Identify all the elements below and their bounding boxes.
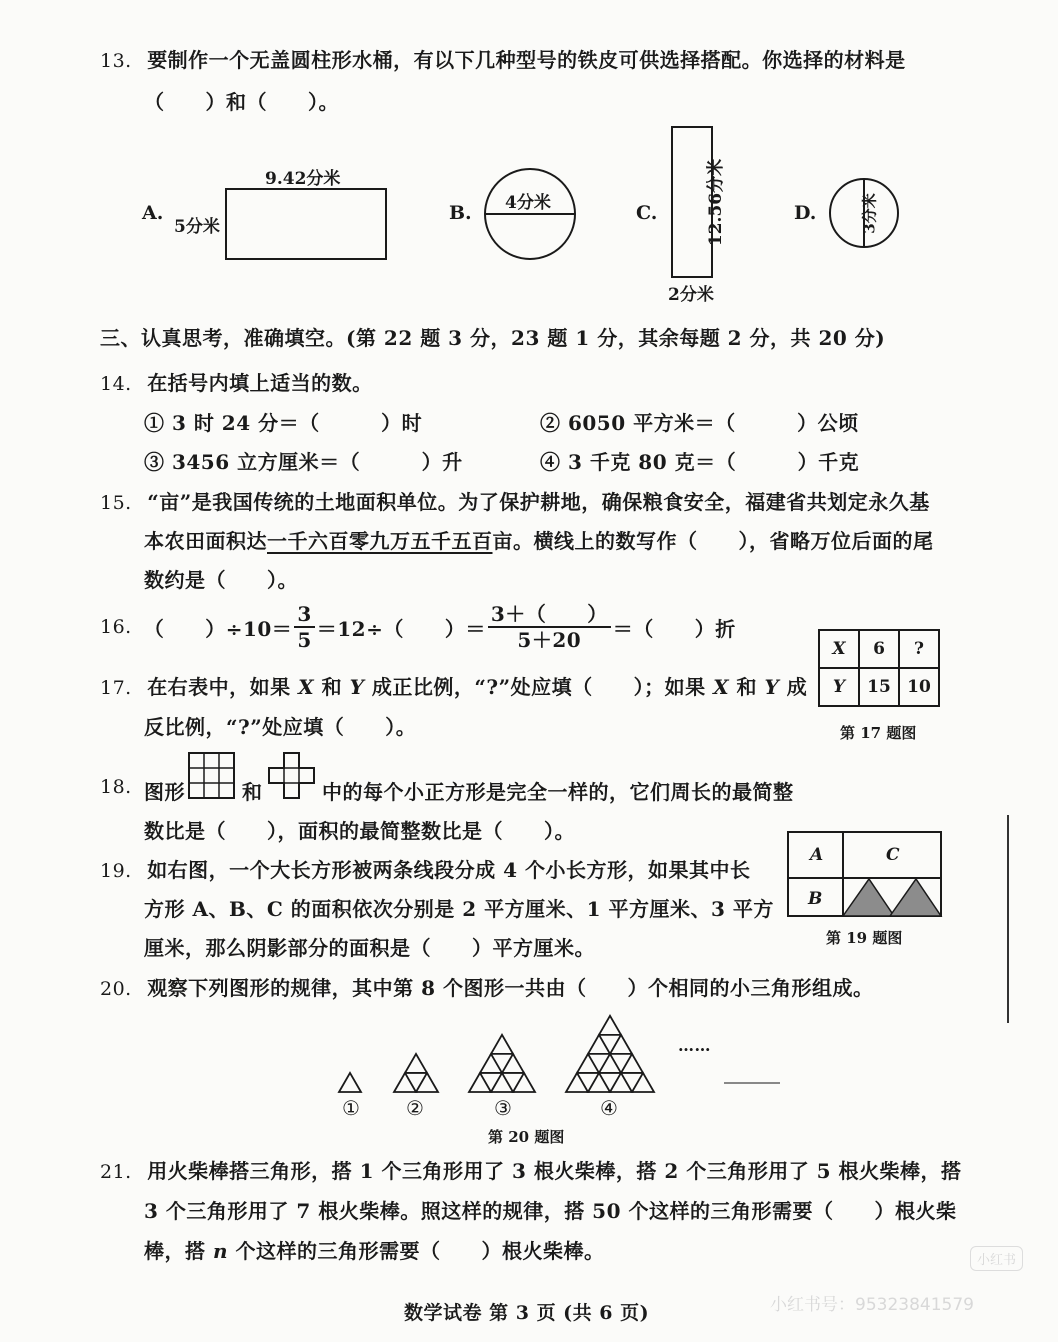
q16-part3: ＝（ ）折: [612, 616, 736, 641]
small-triangle: [599, 1054, 621, 1073]
q20-figure-4: [566, 1016, 654, 1092]
q17-caption: 第 17 题图: [840, 724, 917, 742]
watermark-brand: 小红书: [970, 1246, 1023, 1271]
q13-option-a-rectangle: [225, 188, 387, 260]
q20-caption: 第 20 题图: [488, 1128, 565, 1146]
page-footer: 数学试卷 第 3 页 (共 6 页): [404, 1302, 650, 1324]
small-triangle: [502, 1054, 524, 1073]
q13-line1: 要制作一个无盖圆柱形水桶，有以下几种型号的铁皮可供选择搭配。你选择的材料是: [147, 48, 906, 72]
q19-number: 19.: [100, 860, 132, 882]
q15-line1: “亩”是我国传统的土地面积单位。为了保护耕地，确保粮食安全，福建省共划定永久基: [147, 490, 930, 514]
q16-part2: ＝12÷（ ）＝: [316, 616, 486, 641]
q21-line2: 3 个三角形用了 7 根火柴棒。照这样的规律，搭 50 个这样的三角形需要（ ）根火柴: [144, 1199, 957, 1223]
q19-label-a: A: [810, 845, 824, 865]
q17-table: [818, 629, 940, 707]
q20-label-1: ①: [342, 1096, 361, 1120]
q15-line2-post: 亩。横线上的数写作（ ），省略万位后面的尾: [492, 529, 934, 553]
q16-frac1-numerator: 3: [294, 604, 314, 628]
small-triangle: [566, 1073, 588, 1092]
q13-option-c-height: 12.56分米: [706, 158, 727, 247]
q20-triangles: [330, 1008, 670, 1098]
q16-fraction-1: [294, 604, 314, 650]
small-triangle: [588, 1035, 610, 1054]
q13-option-c-width: 2分米: [668, 285, 714, 305]
q18-post: 中的每个小正方形是完全一样的，它们周长的最简整: [322, 780, 794, 804]
small-triangle: [577, 1054, 599, 1073]
scan-edge-line: [1007, 815, 1009, 1023]
q13-option-a-width: 9.42分米: [265, 169, 341, 189]
small-triangle: [610, 1073, 632, 1092]
section-3-title: 三、认真思考，准确填空。(第 22 题 3 分，23 题 1 分，其余每题 2 分，共 20 分): [100, 326, 886, 350]
q17-number: 17.: [100, 677, 132, 699]
q17-line2: 反比例，“?”处应填（ ）。: [144, 715, 417, 739]
q18-shape-grid: [188, 752, 236, 800]
q14-number: 14.: [100, 373, 132, 395]
q20-number: 20.: [100, 978, 132, 1000]
q15-line2-pre: 本农田面积达: [144, 529, 267, 553]
q13-line2: （ ）和（ ）。: [144, 90, 339, 114]
q14-prompt: 在括号内填上适当的数。: [147, 371, 373, 395]
q21-line1-row: [100, 1155, 962, 1184]
q18-shape-cross: [268, 752, 316, 800]
q13-option-c-label: C.: [636, 202, 658, 224]
q13-number: 13.: [100, 50, 132, 72]
q17-cell-x: X: [819, 630, 859, 668]
q15-line1-row: [100, 486, 930, 515]
small-triangle: [632, 1073, 654, 1092]
q13-option-a-label: A.: [142, 202, 164, 224]
q17-cell-question: ?: [899, 630, 939, 668]
q13-option-b-label: B.: [449, 202, 472, 224]
q20-label-3: ③: [494, 1096, 513, 1120]
small-triangle: [599, 1016, 621, 1035]
q13-option-a-height: 5分米: [174, 217, 220, 237]
q19-line1-row: [100, 854, 751, 883]
q20-text: 观察下列图形的规律，其中第 8 个图形一共由（ ）个相同的小三角形组成。: [147, 976, 874, 1000]
q13-option-d-diameter: 3分米: [860, 193, 879, 234]
q13-text: [100, 44, 906, 73]
q19-label-b: B: [808, 889, 823, 909]
q20-ellipsis: ……: [678, 1036, 711, 1055]
q21-line1: 用火柴棒搭三角形，搭 1 个三角形用了 3 根火柴棒，搭 2 个三角形用了 5 根火柴棒，搭: [147, 1159, 962, 1183]
small-triangle: [416, 1073, 438, 1092]
small-triangle: [491, 1073, 513, 1092]
q14-item-3: ③ 3456 立方厘米＝（ ）升: [144, 450, 463, 474]
q20-label-2: ②: [406, 1096, 425, 1120]
q13-option-b-circle: [482, 166, 578, 262]
q16-frac1-denominator: 5: [297, 628, 312, 652]
q19-line3: 厘米，那么阴影部分的面积是（ ）平方厘米。: [144, 936, 595, 960]
small-triangle: [610, 1035, 632, 1054]
small-triangle: [405, 1054, 427, 1073]
q18-number: 18.: [100, 776, 132, 798]
q20-label-4: ④: [600, 1096, 619, 1120]
q16-frac2-numerator: 3＋（ ）: [488, 604, 611, 628]
small-triangle: [588, 1073, 610, 1092]
q14-text: [100, 367, 373, 396]
q14-item-2: ② 6050 平方米＝（ ）公顷: [540, 411, 859, 435]
q17-line1: 在右表中，如果 X 和 Y 成正比例，“?”处应填（ ）；如果 X 和 Y 成: [147, 675, 808, 699]
q17-line1-row: [100, 671, 807, 700]
q16-equation: [100, 604, 736, 650]
q16-fraction-2: [488, 604, 611, 650]
q20-figure-3: [469, 1035, 535, 1092]
q21-line3: 棒，搭 n 个这样的三角形需要（ ）根火柴棒。: [144, 1239, 605, 1263]
q20-divider: [724, 1082, 780, 1084]
small-triangle: [513, 1073, 535, 1092]
q14-item-1: ① 3 时 24 分＝（ ）时: [144, 411, 423, 435]
small-triangle: [621, 1054, 643, 1073]
q20-row: [100, 972, 874, 1001]
q15-line2: [144, 525, 934, 554]
small-triangle: [394, 1073, 416, 1092]
q16-number: 16.: [100, 616, 132, 638]
q19-caption: 第 19 题图: [826, 929, 903, 947]
q17-cell-15: 15: [859, 668, 899, 706]
q16-part1: （ ）÷10＝: [143, 616, 293, 641]
q15-underlined-number: 一千六百零九万五千五百: [267, 529, 493, 553]
q17-cell-10: 10: [899, 668, 939, 706]
small-triangle: [339, 1073, 361, 1092]
q19-label-c: C: [886, 845, 900, 865]
q13-option-b-diameter: 4分米: [505, 193, 551, 213]
q19-line2: 方形 A、B、C 的面积依次分别是 2 平方厘米、1 平方厘米、3 平方: [144, 897, 774, 921]
small-triangle: [469, 1073, 491, 1092]
q16-frac2-denominator: 5＋20: [517, 628, 582, 652]
q18-pre: 图形: [144, 780, 185, 804]
q18-mid: 和: [242, 780, 263, 804]
watermark-id: 小红书号：95323841579: [770, 1295, 974, 1315]
q14-item-4: ④ 3 千克 80 克＝（ ）千克: [540, 450, 860, 474]
q15-line3: 数约是（ ）。: [144, 568, 298, 592]
q20-figure-2: [394, 1054, 438, 1092]
q17-cell-6: 6: [859, 630, 899, 668]
q21-number: 21.: [100, 1161, 132, 1183]
q19-line1: 如右图，一个大长方形被两条线段分成 4 个小长方形，如果其中长: [147, 858, 751, 882]
q20-figure-1: [339, 1073, 361, 1092]
q13-option-d-label: D.: [794, 202, 817, 224]
small-triangle: [480, 1054, 502, 1073]
q17-cell-y: Y: [819, 668, 859, 706]
small-triangle: [491, 1035, 513, 1054]
q15-number: 15.: [100, 492, 132, 514]
q18-line2: 数比是（ ），面积的最简整数比是（ ）。: [144, 819, 575, 843]
